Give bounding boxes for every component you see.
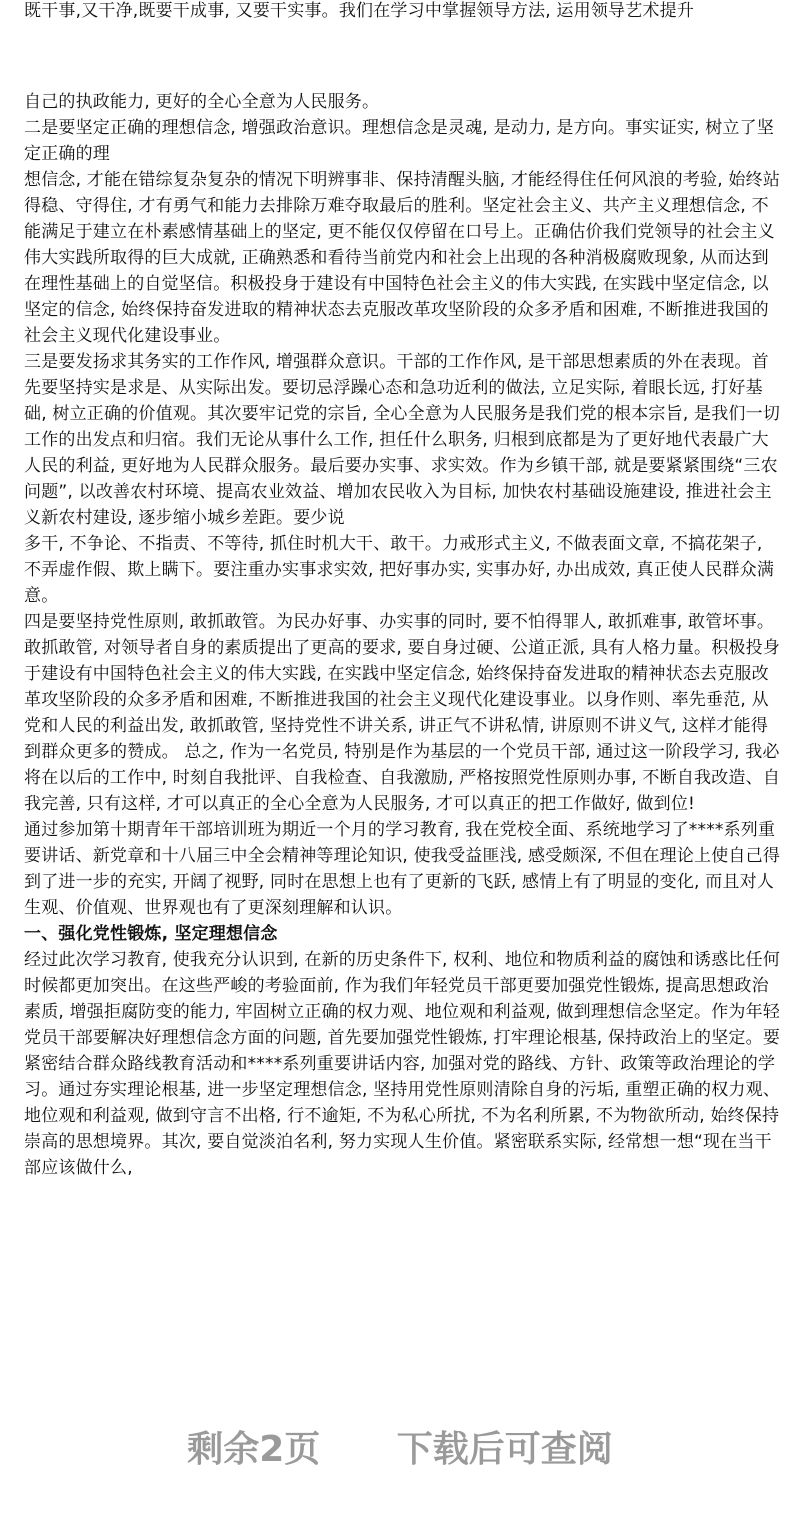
top-fragment: [24, 0, 784, 24]
paragraph: 通过参加第十期青年干部培训班为期近一个月的学习教育, 我在党校全面、系统地学习了****系列重要讲话、新党章和十八届三中全会精神等理论知识, 使我受益匪浅, 感受颇深, 不但在理论上使自己得到了进一步的充实, 开阔了视野, 同时在思想上也有了更新的飞跃, 感情上有了明显的变化, 而且对人生观、价值观、世界观也有了更深刻理解和认识。: [24, 820, 781, 918]
paragraph: 四是要坚持党性原则, 敢抓敢管。为民办好事、办实事的同时, 要不怕得罪人, 敢抓难事, 敢管坏事。敢抓敢管, 对领导者自身的素质提出了更高的要求, 要自身过硬、公道正派, 具有人格力量。积极投身于建设有中国特色社会主义的伟大实践, 在实践中坚定信念, 始终保持奋发进取的精神状态去克服改革攻坚阶段的众多矛盾和困难, 不断推进我国的社会主义现代化建设事业。以身作则、率先垂范, 从党和人民的利益出发, 敢抓敢管, 坚持党性不讲关系, 讲正气不讲私情, 讲原则不讲义气, 这样才能得到群众更多的赞成。 总之, 作为一名党员, 特别是作为基层的一个党员干部, 通过这一阶段学习, 我必将在以后的工作中, 时刻自我批评、自我检查、自我激励, 严格按照党性原则办事, 不断自我改造、自我完善, 只有这样, 才可以真正的全心全意为人民服务, 才可以真正的把工作做好, 做到位!: [24, 612, 781, 814]
download-banner[interactable]: [0, 1420, 800, 1480]
paragraph: 多干, 不争论、不指责、不等待, 抓住时机大干、敢干。力戒形式主义, 不做表面文章, 不搞花架子, 不弄虚作假、欺上瞒下。要注重办实事求实效, 把好事办实, 实事办好, 办出成效, 真正使人民群众满意。: [24, 534, 775, 606]
section-heading: 一、强化党性锻炼, 坚定理想信念: [24, 924, 278, 944]
download-to-view-label[interactable]: 下载后可查阅: [396, 1429, 613, 1470]
paragraph: 经过此次学习教育, 使我充分认识到, 在新的历史条件下, 权利、地位和物质利益的腐蚀和诱惑比任何时候都更加突出。在这些严峻的考验面前, 作为我们年轻党员干部更要加强党性锻炼, 提高思想政治素质, 增强拒腐防变的能力, 牢固树立正确的权力观、地位观和利益观, 做到理想信念坚定。作为年轻党员干部要解决好理想信念方面的问题, 首先要加强党性锻炼, 打牢理论根基, 保持政治上的坚定。要紧密结合群众路线教育活动和****系列重要讲话内容, 加强对党的路线、方针、政策等政治理论的学习。通过夯实理论根基, 进一步坚定理想信念, 坚持用党性原则清除自身的污垢, 重塑正确的权力观、地位观和利益观, 做到守言不出格, 行不逾矩, 不为私心所扰, 不为名利所累, 不为物欲所动, 始终保持崇高的思想境界。其次, 要自觉淡泊名利, 努力实现人生价值。紧密联系实际, 经常想一想“现在当干部应该做什么,: [24, 950, 781, 1178]
paragraph: 三是要发扬求其务实的工作作风, 增强群众意识。干部的工作作风, 是干部思想素质的外在表现。首先要坚持实是求是、从实际出发。要切忌浮躁心态和急功近利的做法, 立足实际, 着眼长远, 打好基础, 树立正确的价值观。其次要牢记党的宗旨, 全心全意为人民服务是我们党的根本宗旨, 是我们一切工作的出发点和归宿。我们无论从事什么工作, 担任什么职务, 归根到底都是为了更好地代表最广大人民的利益, 更好地为人民群众服务。最后要办实事、求实效。作为乡镇干部, 就是要紧紧围绕“三农问题”, 以改善农村环境、提高农业效益、增加农民收入为目标, 加快农村基础设施建设, 推进社会主义新农村建设, 逐步缩小城乡差距。要少说: [24, 352, 781, 528]
document-body: [24, 89, 784, 1181]
paragraph: 既干事,又干净,既要干成事, 又要干实事。我们在学习中掌握领导方法, 运用领导艺术提升: [24, 1, 695, 21]
paragraph: 二是要坚定正确的理想信念, 增强政治意识。理想信念是灵魂, 是动力, 是方向。事实证实, 树立了坚定正确的理: [24, 118, 775, 164]
paragraph: 想信念, 才能在错综复杂复杂的情况下明辨事非、保持清醒头脑, 才能经得住任何风浪的考验, 始终站得稳、守得住, 才有勇气和能力去排除万难夺取最后的胜利。坚定社会主义、共产主义理想信念, 不能满足于建立在朴素感情基础上的坚定, 更不能仅仅停留在口号上。正确估价我们党领导的社会主义伟大实践所取得的巨大成就, 正确熟悉和看待当前党内和社会上出现的各种消极腐败现象, 从而达到在理性基础上的自觉坚信。积极投身于建设有中国特色社会主义的伟大实践, 在实践中坚定信念, 以坚定的信念, 始终保持奋发进取的精神状态去克服改革攻坚阶段的众多矛盾和困难, 不断推进我国的社会主义现代化建设事业。: [24, 170, 781, 346]
paragraph: 自己的执政能力, 更好的全心全意为人民服务。: [24, 92, 380, 112]
remaining-pages-label[interactable]: 剩余2页: [187, 1429, 321, 1470]
